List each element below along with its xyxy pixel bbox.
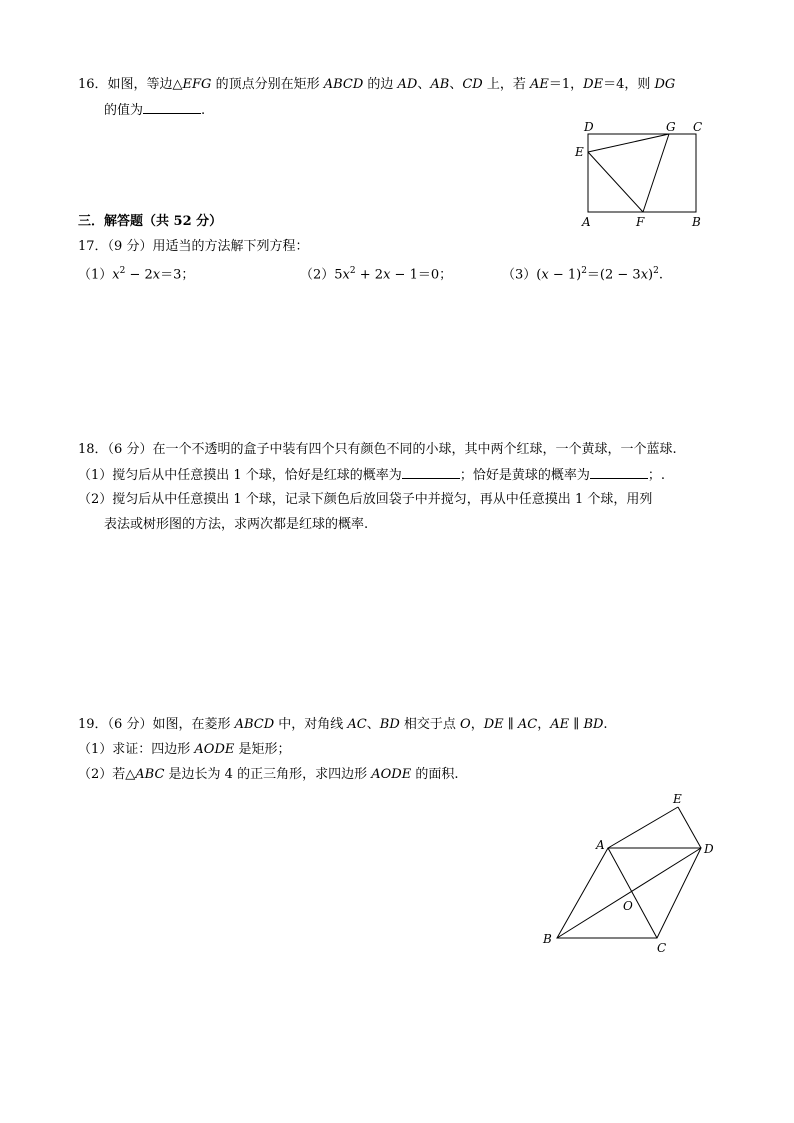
- q19-text: （1）求证：四边形: [78, 742, 195, 757]
- q19-var: AC: [347, 717, 367, 732]
- q16-var: AE: [529, 77, 549, 92]
- q17-exp: 2: [119, 266, 126, 276]
- q18-part1: [78, 466, 665, 485]
- q19-text: 相交于点: [399, 717, 461, 732]
- segment-ed: [678, 807, 701, 848]
- section-title: 三．解答题（共 52 分）: [78, 214, 223, 229]
- q16-text: ＝1，: [548, 77, 584, 92]
- q19-text: .: [603, 717, 608, 732]
- label-b: B: [543, 932, 552, 946]
- q16-figure: [570, 118, 710, 230]
- label-o: O: [623, 899, 633, 913]
- q17-eq1: [78, 262, 194, 284]
- q19-text: ，: [537, 717, 551, 732]
- q16-line2: [104, 101, 205, 120]
- q19-part1: [78, 741, 291, 759]
- q18-part2b: 表法或树形图的方法，求两次都是红球的概率.: [104, 517, 369, 532]
- segment-ae: [608, 807, 678, 848]
- q16-var: DE: [583, 77, 604, 92]
- q18-text: （1）搅匀后从中任意摸出 1 个球，恰好是红球的概率为: [78, 468, 402, 483]
- q17-text: − 1＝0；: [390, 267, 453, 283]
- label-f: F: [636, 215, 645, 229]
- label-a: A: [596, 838, 605, 852]
- q19-var: AODE: [194, 742, 235, 757]
- q17-text: .: [658, 267, 663, 283]
- q17-eq2: [300, 262, 452, 284]
- q16-text: .: [201, 103, 206, 118]
- q16-text: 16．如图，等边△: [78, 77, 183, 92]
- q16-var: ABCD: [323, 77, 364, 92]
- q17-var: x: [640, 267, 649, 283]
- q16-text: 的边: [363, 77, 398, 92]
- q16-var: AD: [397, 77, 418, 92]
- q19-var: DE: [483, 717, 504, 732]
- q17-text: ＝3；: [160, 267, 195, 283]
- q16-var: CD: [462, 77, 483, 92]
- q19-head: [78, 716, 608, 734]
- label-d: D: [704, 842, 714, 856]
- q19-text: 中，对角线: [274, 717, 348, 732]
- q17-text: ): [648, 267, 654, 283]
- q17-head: 17．（9 分）用适当的方法解下列方程：: [78, 239, 309, 254]
- q17-exp: 2: [349, 266, 356, 276]
- q18-text: ；恰好是黄球的概率为: [459, 468, 590, 483]
- q19-var: BD: [379, 717, 400, 732]
- q18-text: ；.: [647, 468, 665, 483]
- label-a: A: [582, 215, 591, 229]
- q19-text: 19．（6 分）如图，在菱形: [78, 717, 235, 732]
- q17-var: x: [383, 267, 391, 283]
- q17-text: （2）5: [300, 267, 343, 283]
- label-d: D: [584, 120, 594, 134]
- q16-var: DG: [654, 77, 676, 92]
- q19-text: 、: [366, 717, 380, 732]
- label-b: B: [692, 215, 701, 229]
- label-c: C: [693, 120, 703, 134]
- q19-var: AODE: [371, 767, 412, 782]
- answer-blank[interactable]: [143, 101, 201, 114]
- q19-text: 的面积.: [411, 767, 459, 782]
- q19-figure: [538, 786, 728, 956]
- q17-text: （1）: [78, 267, 113, 283]
- q17-text: （3）(: [502, 267, 542, 283]
- q17-eq3: [502, 262, 663, 284]
- q19-text: 是矩形；: [234, 742, 291, 757]
- q17-var: x: [152, 267, 161, 283]
- segment-gf: [643, 134, 669, 212]
- q19-var: ABC: [135, 767, 165, 782]
- q17-text: ＝(2 − 3: [586, 267, 641, 283]
- q18-part2a: （2）搅匀后从中任意摸出 1 个球，记录下颜色后放回袋子中并搅匀，再从中任意摸出 1 个球，用列: [78, 492, 653, 507]
- q19-var: BD: [583, 717, 604, 732]
- answer-blank[interactable]: [590, 466, 648, 479]
- q16-var: EFG: [182, 77, 212, 92]
- label-g: G: [666, 120, 676, 134]
- q17-var: x: [342, 267, 350, 283]
- q19-text: ，: [470, 717, 484, 732]
- q19-text: ∥: [569, 717, 584, 732]
- label-e: E: [673, 792, 682, 806]
- q16-text: ＝4，则: [603, 77, 655, 92]
- q17-exp: 2: [653, 266, 659, 276]
- q17-text: − 1): [548, 267, 582, 283]
- q16-text: 的顶点分别在矩形: [211, 77, 324, 92]
- diagonal-ac: [608, 848, 657, 938]
- rectangle-abcd: [588, 134, 696, 212]
- q19-var: O: [460, 717, 471, 732]
- q16-text: 、: [417, 77, 431, 92]
- q19-var: AE: [550, 717, 570, 732]
- q18-head: 18．（6 分）在一个不透明的盒子中装有四个只有颜色不同的小球，其中两个红球，一个黄球，一个蓝球.: [78, 442, 677, 457]
- q17-text: + 2: [355, 267, 384, 283]
- q19-text: 是边长为 4 的正三角形，求四边形: [164, 767, 372, 782]
- segment-eg: [588, 134, 669, 152]
- q16-text: 的值为: [104, 103, 144, 118]
- q16-text: 上，若: [482, 77, 530, 92]
- q17-exp: 2: [581, 266, 587, 276]
- segment-fe: [588, 152, 643, 212]
- q16-text: 、: [449, 77, 463, 92]
- q19-text: （2）若△: [78, 767, 136, 782]
- q19-part2: [78, 766, 458, 784]
- q16-var: AB: [430, 77, 450, 92]
- q19-var: ABCD: [234, 717, 275, 732]
- q17-text: − 2: [125, 267, 153, 283]
- answer-blank[interactable]: [402, 466, 460, 479]
- q19-text: ∥: [503, 717, 518, 732]
- q19-var: AC: [517, 717, 538, 732]
- q17-var: x: [541, 267, 549, 283]
- q16-line1: [78, 76, 675, 94]
- q17-var: x: [112, 267, 120, 283]
- label-e: E: [575, 145, 584, 159]
- label-c: C: [657, 941, 667, 955]
